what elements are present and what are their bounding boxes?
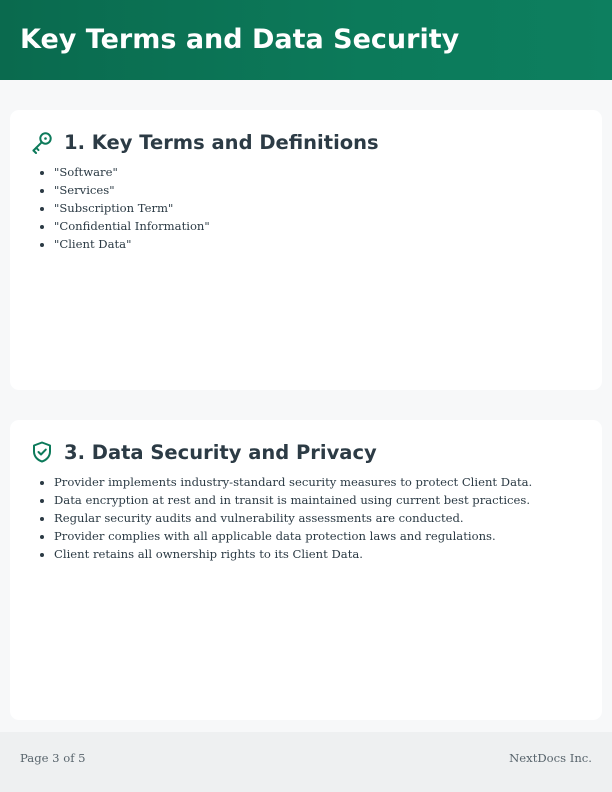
list-item: • "Confidential Information" bbox=[54, 217, 210, 235]
key-icon bbox=[30, 130, 54, 154]
list-item: • Client retains all ownership rights to its Client Data. bbox=[54, 545, 532, 563]
page-footer bbox=[0, 732, 612, 792]
page-number: Page 3 of 5 bbox=[20, 751, 86, 765]
list-item: • Data encryption at rest and in transit is maintained using current best practices. bbox=[54, 491, 532, 509]
section-data-security bbox=[10, 420, 602, 720]
list-item: • Provider implements industry-standard security measures to protect Client Data. bbox=[54, 473, 532, 491]
list-item: • "Software" bbox=[54, 163, 210, 181]
list-item: • "Subscription Term" bbox=[54, 199, 210, 217]
section-heading bbox=[30, 128, 379, 156]
company-name: NextDocs Inc. bbox=[509, 751, 592, 765]
security-list bbox=[34, 473, 532, 563]
page-header bbox=[0, 0, 612, 80]
list-item: • "Services" bbox=[54, 181, 210, 199]
section-title: 1. Key Terms and Definitions bbox=[64, 130, 379, 154]
page-title: Key Terms and Data Security bbox=[20, 24, 460, 55]
list-item: • Provider complies with all applicable data protection laws and regulations. bbox=[54, 527, 532, 545]
section-heading bbox=[30, 438, 377, 466]
list-item: • "Client Data" bbox=[54, 235, 210, 253]
terms-list bbox=[34, 163, 210, 253]
section-key-terms bbox=[10, 110, 602, 390]
shield-check-icon bbox=[30, 440, 54, 464]
section-title: 3. Data Security and Privacy bbox=[64, 440, 377, 464]
list-item: • Regular security audits and vulnerability assessments are conducted. bbox=[54, 509, 532, 527]
